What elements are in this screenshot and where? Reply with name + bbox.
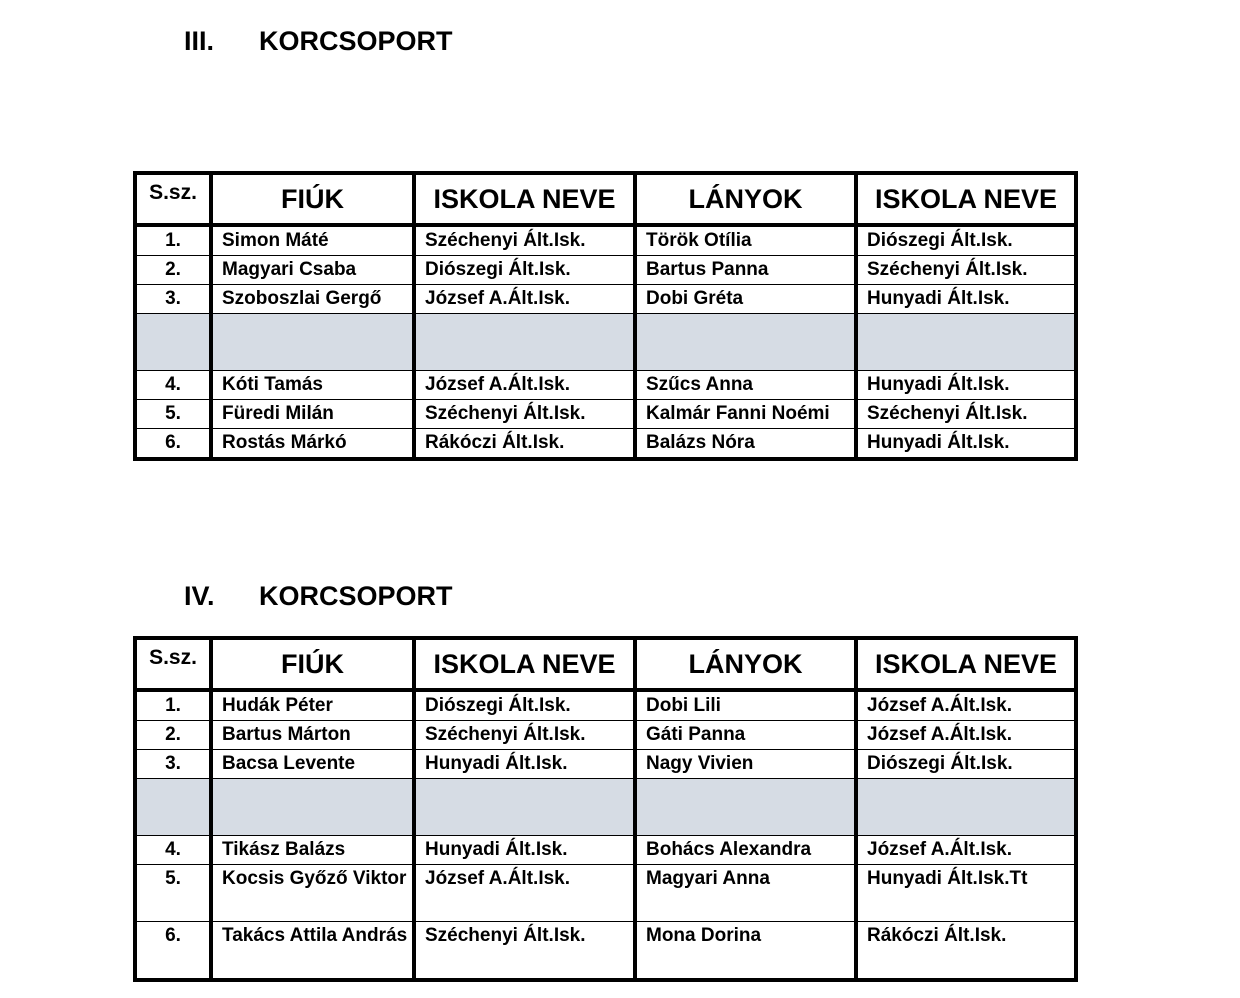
cell-school: Diószegi Ált.Isk. — [414, 690, 635, 721]
separator-row — [135, 779, 1076, 836]
cell-rank: 3. — [135, 285, 211, 314]
header-school: ISKOLA NEVE — [414, 638, 635, 690]
cell-school: József A.Ált.Isk. — [856, 836, 1076, 865]
cell-boy: Bartus Márton — [211, 721, 414, 750]
cell-girl: Nagy Vivien — [635, 750, 856, 779]
section-title-iii — [184, 26, 453, 57]
table-row — [135, 690, 1076, 721]
cell-boy: Hudák Péter — [211, 690, 414, 721]
empty-cell — [135, 314, 211, 371]
cell-girl: Török Otília — [635, 225, 856, 256]
cell-girl: Balázs Nóra — [635, 429, 856, 460]
cell-school: József A.Ált.Isk. — [414, 865, 635, 922]
cell-rank: 4. — [135, 371, 211, 400]
empty-cell — [211, 314, 414, 371]
empty-cell — [856, 314, 1076, 371]
header-row — [135, 173, 1076, 225]
cell-school: Széchenyi Ált.Isk. — [414, 721, 635, 750]
cell-school: József A.Ált.Isk. — [414, 371, 635, 400]
empty-cell — [856, 779, 1076, 836]
empty-cell — [414, 779, 635, 836]
header-school: ISKOLA NEVE — [856, 638, 1076, 690]
table-row — [135, 865, 1076, 922]
cell-school: József A.Ált.Isk. — [414, 285, 635, 314]
cell-boy: Bacsa Levente — [211, 750, 414, 779]
cell-school: Hunyadi Ált.Isk.Tt — [856, 865, 1076, 922]
empty-cell — [635, 779, 856, 836]
cell-school: Diószegi Ált.Isk. — [856, 750, 1076, 779]
cell-school: Diószegi Ált.Isk. — [856, 225, 1076, 256]
table-row — [135, 285, 1076, 314]
empty-cell — [635, 314, 856, 371]
header-ssz: S.sz. — [135, 638, 211, 690]
section-roman: III. — [184, 26, 215, 56]
cell-rank: 5. — [135, 400, 211, 429]
header-girls: LÁNYOK — [635, 638, 856, 690]
cell-boy: Szoboszlai Gergő — [211, 285, 414, 314]
cell-school: Hunyadi Ált.Isk. — [414, 836, 635, 865]
table-row — [135, 721, 1076, 750]
results-table-iii — [133, 171, 1078, 461]
table-row — [135, 836, 1076, 865]
cell-boy: Takács Attila András — [211, 922, 414, 981]
cell-girl: Gáti Panna — [635, 721, 856, 750]
cell-school: Diószegi Ált.Isk. — [414, 256, 635, 285]
table-row — [135, 922, 1076, 981]
cell-girl: Dobi Gréta — [635, 285, 856, 314]
table-row — [135, 750, 1076, 779]
cell-school: Rákóczi Ált.Isk. — [856, 922, 1076, 981]
cell-school: Rákóczi Ált.Isk. — [414, 429, 635, 460]
cell-girl: Kalmár Fanni Noémi — [635, 400, 856, 429]
cell-boy: Magyari Csaba — [211, 256, 414, 285]
header-row — [135, 638, 1076, 690]
cell-school: Hunyadi Ált.Isk. — [856, 285, 1076, 314]
cell-rank: 6. — [135, 922, 211, 981]
results-table-iv — [133, 636, 1078, 982]
table-row — [135, 429, 1076, 460]
table-row — [135, 400, 1076, 429]
cell-school: Széchenyi Ált.Isk. — [414, 922, 635, 981]
header-boys: FIÚK — [211, 638, 414, 690]
separator-row — [135, 314, 1076, 371]
cell-school: Széchenyi Ált.Isk. — [856, 256, 1076, 285]
cell-rank: 3. — [135, 750, 211, 779]
empty-cell — [414, 314, 635, 371]
section-label: KORCSOPORT — [259, 26, 453, 56]
cell-school: Széchenyi Ált.Isk. — [856, 400, 1076, 429]
cell-rank: 2. — [135, 721, 211, 750]
section-title-iv — [184, 581, 453, 612]
cell-school: József A.Ált.Isk. — [856, 721, 1076, 750]
header-school: ISKOLA NEVE — [856, 173, 1076, 225]
cell-girl: Bartus Panna — [635, 256, 856, 285]
table-row — [135, 256, 1076, 285]
cell-rank: 2. — [135, 256, 211, 285]
cell-rank: 6. — [135, 429, 211, 460]
cell-school: Hunyadi Ált.Isk. — [414, 750, 635, 779]
empty-cell — [135, 779, 211, 836]
cell-girl: Magyari Anna — [635, 865, 856, 922]
cell-boy: Kocsis Győző Viktor — [211, 865, 414, 922]
cell-school: József A.Ált.Isk. — [856, 690, 1076, 721]
cell-rank: 4. — [135, 836, 211, 865]
empty-cell — [211, 779, 414, 836]
header-school: ISKOLA NEVE — [414, 173, 635, 225]
cell-rank: 5. — [135, 865, 211, 922]
cell-boy: Simon Máté — [211, 225, 414, 256]
cell-school: Hunyadi Ált.Isk. — [856, 371, 1076, 400]
cell-girl: Szűcs Anna — [635, 371, 856, 400]
cell-girl: Mona Dorina — [635, 922, 856, 981]
header-boys: FIÚK — [211, 173, 414, 225]
cell-boy: Kóti Tamás — [211, 371, 414, 400]
header-ssz: S.sz. — [135, 173, 211, 225]
cell-boy: Füredi Milán — [211, 400, 414, 429]
cell-school: Széchenyi Ált.Isk. — [414, 225, 635, 256]
cell-boy: Tikász Balázs — [211, 836, 414, 865]
cell-rank: 1. — [135, 225, 211, 256]
table-row — [135, 371, 1076, 400]
cell-school: Hunyadi Ált.Isk. — [856, 429, 1076, 460]
cell-girl: Bohács Alexandra — [635, 836, 856, 865]
cell-boy: Rostás Márkó — [211, 429, 414, 460]
cell-rank: 1. — [135, 690, 211, 721]
cell-school: Széchenyi Ált.Isk. — [414, 400, 635, 429]
section-roman: IV. — [184, 581, 215, 611]
table-row — [135, 225, 1076, 256]
section-label: KORCSOPORT — [259, 581, 453, 611]
header-girls: LÁNYOK — [635, 173, 856, 225]
cell-girl: Dobi Lili — [635, 690, 856, 721]
